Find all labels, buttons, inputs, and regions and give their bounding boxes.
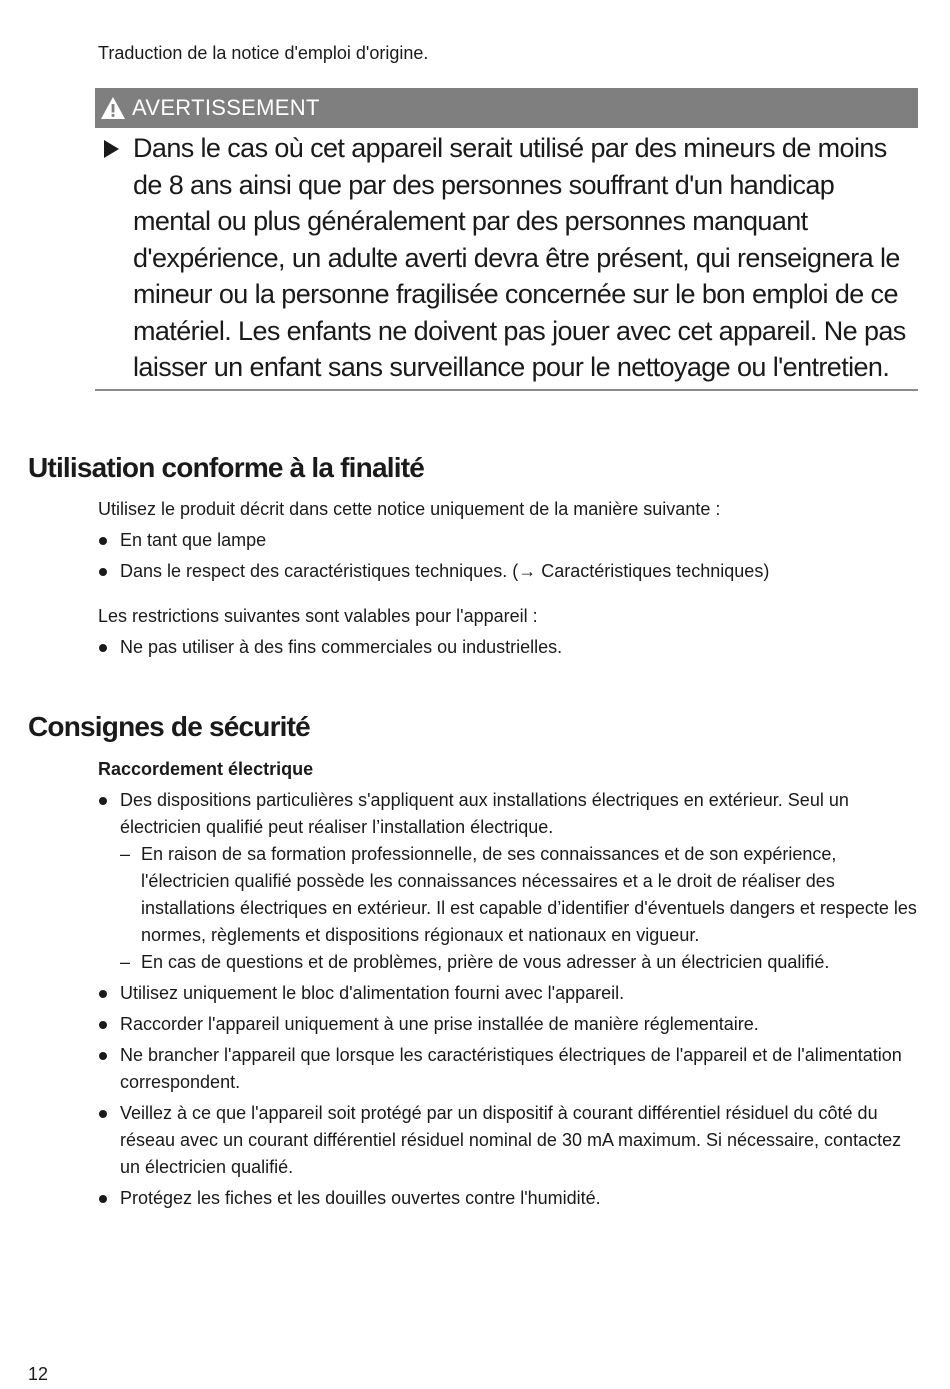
bullet-icon <box>99 644 107 652</box>
bullet-icon <box>99 1110 107 1118</box>
sub-list-item: – En cas de questions et de problèmes, prière de vous adresser à un électricien qualifié. <box>120 952 830 972</box>
bullet-icon <box>99 537 107 545</box>
bullet-icon <box>99 1052 107 1060</box>
bullet-icon <box>99 1021 107 1029</box>
arrow-right-icon <box>104 140 119 158</box>
bullet-icon <box>99 990 107 998</box>
usage-list <box>98 527 918 589</box>
bullet-icon <box>99 797 107 805</box>
warning-divider <box>95 389 918 391</box>
list-item: Veillez à ce que l'appareil soit protégé par un dispositif à courant différentiel résiduel du côté du réseau avec un courant différentiel résiduel nominal de 30 mA maximum. Si nécessaire, contactez un électricien qualifié. <box>98 1100 918 1181</box>
list-item: Ne pas utiliser à des fins commerciales ou industrielles. <box>98 634 918 661</box>
bullet-icon <box>99 1195 107 1203</box>
warning-banner <box>95 88 918 128</box>
warning-triangle-icon <box>100 96 126 120</box>
warning-text: Dans le cas où cet appareil serait utilisé par des mineurs de moins de 8 ans ainsi que par des personnes souffrant d'un handicap mental ou plus généralement par des personnes manquant d'expérience, un adulte averti devra être présent, qui renseignera le mineur ou la personne fragilisée concernée sur le bon emploi de ce matériel. Les enfants ne doivent pas jouer avec cet appareil. Ne pas laisser un enfant sans surveillance pour le nettoyage ou l'entretien. <box>133 133 906 382</box>
list-item: En tant que lampe <box>98 527 918 554</box>
page-number: 12 <box>28 1364 49 1384</box>
sub-list-item: – En raison de sa formation professionnelle, de ses connaissances et de son expérience, l'électricien qualifié possède les connaissances nécessaires et a le droit de réaliser des installations électriques en extérieur. Il est capable d’identifier d'éventuels dangers et respecte les normes, règlements et dispositions régionaux et nationaux en vigueur. <box>120 844 917 945</box>
restrictions-list <box>98 634 918 665</box>
list-item: Ne brancher l'appareil que lorsque les caractéristiques électriques de l'appareil et de l'alimentation correspondent. <box>98 1042 918 1096</box>
list-item: Dans le respect des caractéristiques techniques. (→ Caractéristiques techniques) <box>98 558 918 585</box>
usage-intro: Utilisez le produit décrit dans cette notice uniquement de la manière suivante : <box>98 499 721 519</box>
electrical-connection-subheading: Raccordement électrique <box>98 759 314 779</box>
list-item: Des dispositions particulières s'appliquent aux installations électriques en extérieur. Seul un électricien qualifié peut réaliser l’installation électrique. – En raison de sa formation professionnelle, de ses connaissances et de son expérience, l'électricien qualifié possède les connaissances nécessaires et a le droit de réaliser des installations électriques en extérieur. Il est capable d’identifier d'éventuels dangers et respecte les normes, règlements et dispositions régionaux et nationaux en vigueur. – En cas de questions et de problèmes, prière de vous adresser à un électricien qualifié. <box>98 787 918 976</box>
restrictions-intro: Les restrictions suivantes sont valables pour l'appareil : <box>98 606 538 626</box>
list-item: Raccorder l'appareil uniquement à une prise installée de manière réglementaire. <box>98 1011 918 1038</box>
safety-list <box>98 787 918 1216</box>
list-item: Protégez les fiches et les douilles ouvertes contre l'humidité. <box>98 1185 918 1212</box>
safety-sublist <box>120 841 918 976</box>
list-item: Utilisez uniquement le bloc d'alimentation fourni avec l'appareil. <box>98 980 918 1007</box>
bullet-icon <box>99 568 107 576</box>
safety-heading: Consignes de sécurité <box>28 711 310 742</box>
intro-text: Traduction de la notice d'emploi d'origine. <box>98 43 429 63</box>
usage-heading: Utilisation conforme à la finalité <box>28 452 424 483</box>
warning-body <box>104 130 916 386</box>
warning-title: AVERTISSEMENT <box>132 95 320 120</box>
